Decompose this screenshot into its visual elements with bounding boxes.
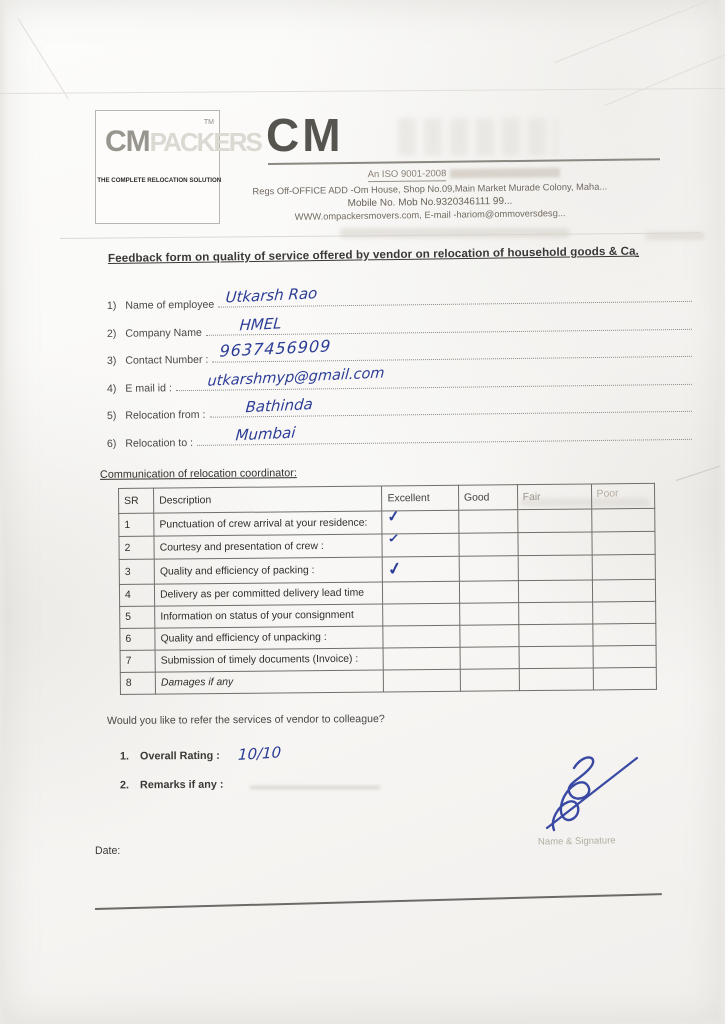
header-brand-faded-letters [398,118,558,156]
address-line-3: WWW.ompackersmovers.com, E-mail -hariom@ommoversdesg... [294,208,566,222]
cell-sr: 2 [119,536,154,559]
list-number: 1. [119,750,130,763]
checkmark: ✓ [386,507,402,527]
checkmark: ✓ [386,558,404,580]
cell-description: Information on status of your consignment [155,604,384,628]
cell-description: Quality and efficiency of packing : [154,557,383,584]
cell-poor [592,508,655,532]
form-title: Feedback form on quality of service offered by vendor on relocation of household goods & Ca. [107,244,640,265]
cell-good [459,510,518,534]
cell-good [459,581,518,604]
cell-description: Quality and efficiency of unpacking : [155,626,384,650]
field-label: Relocation from : [125,408,206,422]
cell-sr: 1 [119,513,154,536]
cell-sr: 5 [120,606,155,628]
col-header-fair: Fair [517,484,591,510]
cell-description: Courtesy and presentation of crew : [154,534,383,559]
cell-fair [518,555,592,581]
remarks-row [120,779,224,792]
referral-question: Would you like to refer the services of vendor to colleague? [106,713,385,727]
field-row-name [107,281,692,312]
cell-description: Damages if any [155,670,384,694]
date-label: Date: [95,845,121,857]
scan-edge-shadow-right [717,0,725,1024]
field-number: 2) [106,327,117,340]
field-row-company [107,309,692,340]
cell-description: Submission of timely documents (Invoice) : [155,648,384,672]
handwritten-contact-number: 9637456909 [218,336,333,361]
cell-fair [519,646,593,669]
scan-edge-shadow-bottom [0,1014,725,1024]
cell-fair [518,532,592,556]
field-number: 5) [106,409,117,422]
cell-poor [592,579,655,602]
bottom-rule-line [95,893,662,909]
col-header-good: Good [458,485,517,511]
cell-description: Delivery as per committed delivery lead time [155,582,384,606]
iso-certification-line [268,166,660,182]
address-line-2: Mobile No. Mob No.9320346111 99... [347,195,513,210]
cell-poor [592,601,655,624]
table-row [120,667,656,694]
cell-sr: 4 [119,584,154,606]
cell-poor [592,554,655,580]
col-header-sr: SR [119,488,154,513]
field-row-email [107,364,692,395]
field-label: Contact Number : [125,353,209,367]
crease-top-right-1 [555,0,725,63]
scan-smudge [250,786,380,789]
cell-sr: 6 [120,628,155,650]
cell-poor [592,531,655,555]
crease-right-mid [676,466,720,481]
handwritten-rating: 10/10 [237,743,282,764]
cell-sr: 7 [120,650,155,672]
crease-top-left [18,18,69,99]
cell-excellent [383,556,460,582]
checkmark: ✓ [387,532,401,546]
cell-excellent [382,533,459,557]
field-number: 6) [106,437,117,450]
field-row-relocation-to [107,419,692,450]
cell-fair [519,668,593,691]
cell-fair [518,624,592,647]
cell-poor [593,623,656,646]
scan-edge-shadow-left [0,0,7,1024]
col-header-excellent: Excellent [382,485,459,511]
handwritten-signature [512,748,647,843]
cell-good [460,669,519,692]
handwritten-relocation-from: Bathinda [244,395,314,417]
cell-good [459,533,518,557]
cell-poor [593,645,656,668]
fold-crease-top [0,88,725,94]
feedback-rating-table [118,483,657,695]
company-address-block [140,179,720,226]
overall-rating-label: Overall Rating : [139,749,220,763]
field-number: 3) [106,354,117,367]
cell-excellent [384,669,461,692]
col-header-poor: Poor [591,480,655,507]
cell-sr: 8 [120,672,155,694]
cell-fair [518,580,592,603]
logo-brand-text: CM [105,125,150,158]
field-label: E mail id : [125,382,172,395]
cell-excellent [383,625,460,648]
address-line-1: Regs Off-OFFICE ADD -Om House, Shop No.09,Main Market Murade Colony, Maha... [252,181,608,197]
header-brand-large: CM [266,109,344,161]
remarks-label: Remarks if any : [139,778,224,792]
overall-rating-row [120,744,281,763]
handwritten-email: utkarshmyp@gmail.com [206,365,386,390]
cell-good [460,647,519,670]
signature-slash [547,758,637,828]
handwritten-relocation-to: Mumbai [234,423,297,445]
field-number: 4) [106,382,117,395]
cell-excellent [383,581,460,604]
logo-tagline: THE COMPLETE RELOCATION SOLUTION [97,177,222,184]
cell-excellent [383,647,460,670]
cell-sr: 3 [119,559,154,584]
handwritten-name: Utkarsh Rao [224,284,318,307]
handwritten-company: HMEL [238,314,283,335]
logo-wordmark [105,125,261,159]
field-label: Company Name [125,326,202,340]
cell-description: Punctuation of crew arrival at your residence: [154,511,383,536]
cell-poor [593,667,656,690]
iso-faded-text [450,168,560,178]
cell-fair [518,602,592,625]
field-label: Name of employee [125,298,215,312]
cell-excellent [383,603,460,626]
cell-good [460,625,519,648]
iso-text: An ISO 9001-2008 [367,168,447,181]
name-signature-label: Name & Signature [537,835,616,848]
section-heading-communication: Communication of relocation coordinator: [99,467,297,481]
cell-fair [517,509,591,533]
scan-smudge [340,228,570,238]
field-number: 1) [106,299,117,312]
list-number: 2. [119,779,130,792]
cell-excellent [382,507,459,534]
field-label: Relocation to : [125,436,194,450]
col-header-description: Description [154,486,383,513]
logo-brand-ghost-text: PACKERS [149,127,261,157]
scan-smudge [645,232,705,240]
trademark-symbol: TM [203,119,214,126]
field-row-contact [107,336,692,367]
crease-top-right-2 [605,46,725,106]
cell-good [460,603,519,626]
field-row-relocation-from [107,391,692,422]
cell-good [459,556,518,582]
